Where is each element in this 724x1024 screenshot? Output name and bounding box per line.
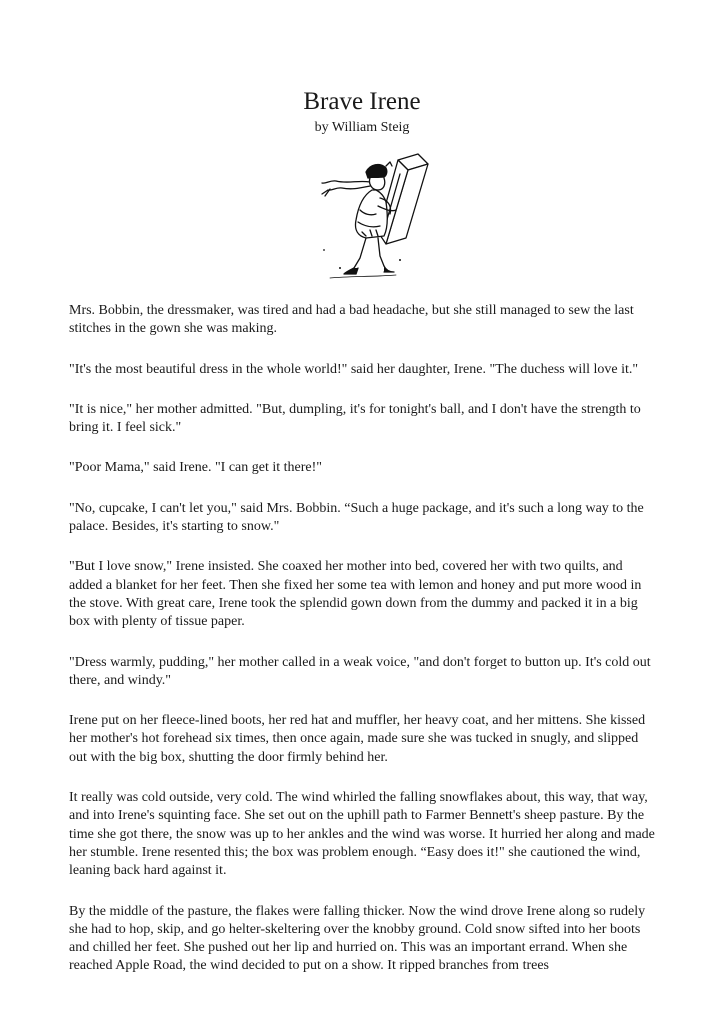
paragraph: "No, cupcake, I can't let you," said Mrs. Bobbin. “Such a huge package, and it's such a long way to the palace. Besides, it's starting to snow." [69, 500, 644, 535]
paragraph: Irene put on her fleece-lined boots, her red hat and muffler, her heavy coat, and her mittens. She kissed her mother's hot forehead six times, then once again, made sure she was tucked in snugly, and slipped out with the big box, shutting the door firmly behind her. [69, 713, 646, 765]
paragraph: "It is nice," her mother admitted. "But, dumpling, it's for tonight's ball, and I don't have the strength to bring it. I feel sick." [69, 401, 641, 436]
paragraph: Mrs. Bobbin, the dressmaker, was tired and had a bad headache, but she still managed to sew the last stitches in the gown she was making. [69, 303, 634, 337]
page-title: Brave Irene [303, 88, 421, 115]
girl-carrying-box-illustration [300, 150, 445, 290]
paragraph: "It's the most beautiful dress in the whole world!" said her daughter, Irene. "The duchess will love it." [69, 361, 639, 377]
paragraph: By the middle of the pasture, the flakes were falling thicker. Now the wind drove Irene along so rudely she had to hop, skip, and go helter-skeltering over the knobby ground. Cold snow sifted into her boots and chilled her feet. She pushed out her lip and hurried on. This was an important errand. When she reached Apple Road, the wind decided to put on a show. It ripped branches from trees [69, 903, 646, 974]
paragraph: It really was cold outside, very cold. The wind whirled the falling snowflakes about, this way, that way, and into Irene's squinting face. She set out on the uphill path to Farmer Bennett's sheep pasture. By the time she got there, the snow was up to her ankles and the wind was worse. It hurried her along and made her stumble. Irene resented this; the box was problem enough. “Easy does it!" she cautioned the wind, leaning back hard against it. [69, 790, 655, 879]
paragraph: "Dress warmly, pudding," her mother called in a weak voice, "and don't forget to button up. It's cold out there, and windy." [69, 654, 651, 688]
author-line: by William Steig [314, 120, 410, 135]
story-text [69, 302, 659, 998]
paragraph: "But I love snow," Irene insisted. She coaxed her mother into bed, covered her with two quilts, and added a blanket for her feet. Then she fixed her some tea with lemon and honey and put more wood in the stove. With great care, Irene took the splendid gown down from the dummy and packed it in a big box with plenty of tissue paper. [69, 559, 642, 630]
paragraph: "Poor Mama," said Irene. "I can get it there!" [69, 460, 322, 476]
